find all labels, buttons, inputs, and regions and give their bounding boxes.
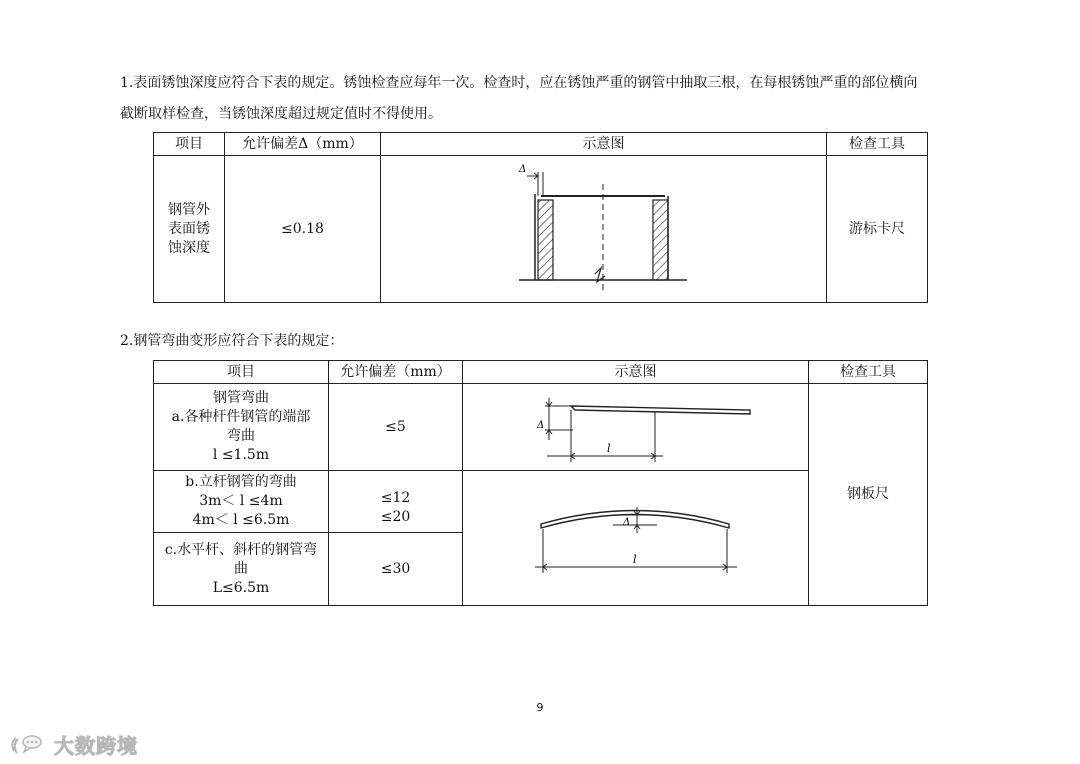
- t2-tolerance-line: ≤12: [380, 489, 411, 506]
- t2-item-line: 4m＜ l ≤6.5m: [192, 512, 290, 529]
- t2-diagram-bc: [463, 471, 809, 606]
- section2-text: 2.钢管弯曲变形应符合下表的规定：: [120, 333, 344, 349]
- t1-header-tolerance: 允许偏差Δ（mm）: [225, 133, 381, 156]
- t2-diagram-a: [463, 384, 809, 471]
- t2-header-tolerance: 允许偏差（mm）: [329, 361, 463, 384]
- overall-bending-diagram: [463, 471, 809, 605]
- delta-label: Δ: [519, 164, 527, 175]
- t2-item-line: b.立杆钢管的弯曲: [185, 474, 297, 491]
- t2-item-line: 曲: [234, 560, 248, 577]
- section1-text-line1: 1.表面锈蚀深度应符合下表的规定。锈蚀检查应每年一次。检查时，应在锈蚀严重的钢管中抽取三根，在每根锈蚀严重的部位横向: [120, 75, 918, 91]
- t1-item-line: 蚀深度: [168, 239, 210, 256]
- t1-diagram-cell: [381, 156, 827, 303]
- t1-header-item: 项目: [154, 133, 225, 156]
- t1-header-diagram: 示意图: [381, 133, 827, 156]
- t1-tolerance-cell: ≤0.18: [225, 156, 381, 303]
- page-number: 9: [536, 701, 544, 714]
- length-label: l: [633, 553, 637, 566]
- t2-header-item: 项目: [154, 361, 329, 384]
- t2-item-line: 3m＜ l ≤4m: [199, 493, 283, 510]
- t2-item-a: [154, 384, 329, 471]
- t2-item-line: a.各种杆件钢管的端部: [171, 409, 311, 425]
- t1-item-line: 表面锈: [168, 220, 210, 237]
- t2-tolerance-line: ≤5: [385, 418, 406, 435]
- t2-header-diagram: 示意图: [463, 361, 809, 384]
- t1-header-tool: 检查工具: [827, 133, 928, 156]
- length-label: l: [607, 442, 611, 455]
- corrosion-table: [153, 132, 928, 303]
- t2-tolerance-b: [329, 471, 463, 533]
- t2-item-line: l ≤1.5m: [212, 447, 270, 463]
- t2-item-c: [154, 533, 329, 606]
- section1-text-line2: 截断取样检查，当锈蚀深度超过规定值时不得使用。: [120, 106, 442, 122]
- t2-tolerance-line: ≤30: [380, 560, 411, 577]
- watermark: [8, 730, 138, 759]
- delta-label: Δ: [623, 517, 631, 528]
- t2-item-b: [154, 471, 329, 533]
- t2-item-line: 弯曲: [227, 428, 255, 444]
- t2-tolerance-line: ≤20: [380, 508, 411, 525]
- t2-tolerance-c: [329, 533, 463, 606]
- t1-item-cell: [154, 156, 225, 303]
- t1-tool-cell: 游标卡尺: [827, 156, 928, 303]
- end-bending-diagram: [463, 384, 809, 470]
- t2-item-line: c.水平杆、斜杆的钢管弯: [164, 541, 318, 558]
- t2-item-line: L≤6.5m: [212, 579, 270, 596]
- chat-bubble-logo-icon: [8, 733, 50, 757]
- t2-item-line: 钢管弯曲: [213, 390, 269, 406]
- pipe-cross-section-diagram: [381, 156, 827, 302]
- delta-label: Δ: [537, 420, 545, 431]
- bending-table: [153, 360, 928, 606]
- t2-tool-cell: 钢板尺: [809, 384, 928, 606]
- t2-header-tool: 检查工具: [809, 361, 928, 384]
- t1-item-line: 钢管外: [168, 201, 210, 218]
- watermark-text: 大数跨境: [54, 734, 138, 758]
- t2-tolerance-a: [329, 384, 463, 471]
